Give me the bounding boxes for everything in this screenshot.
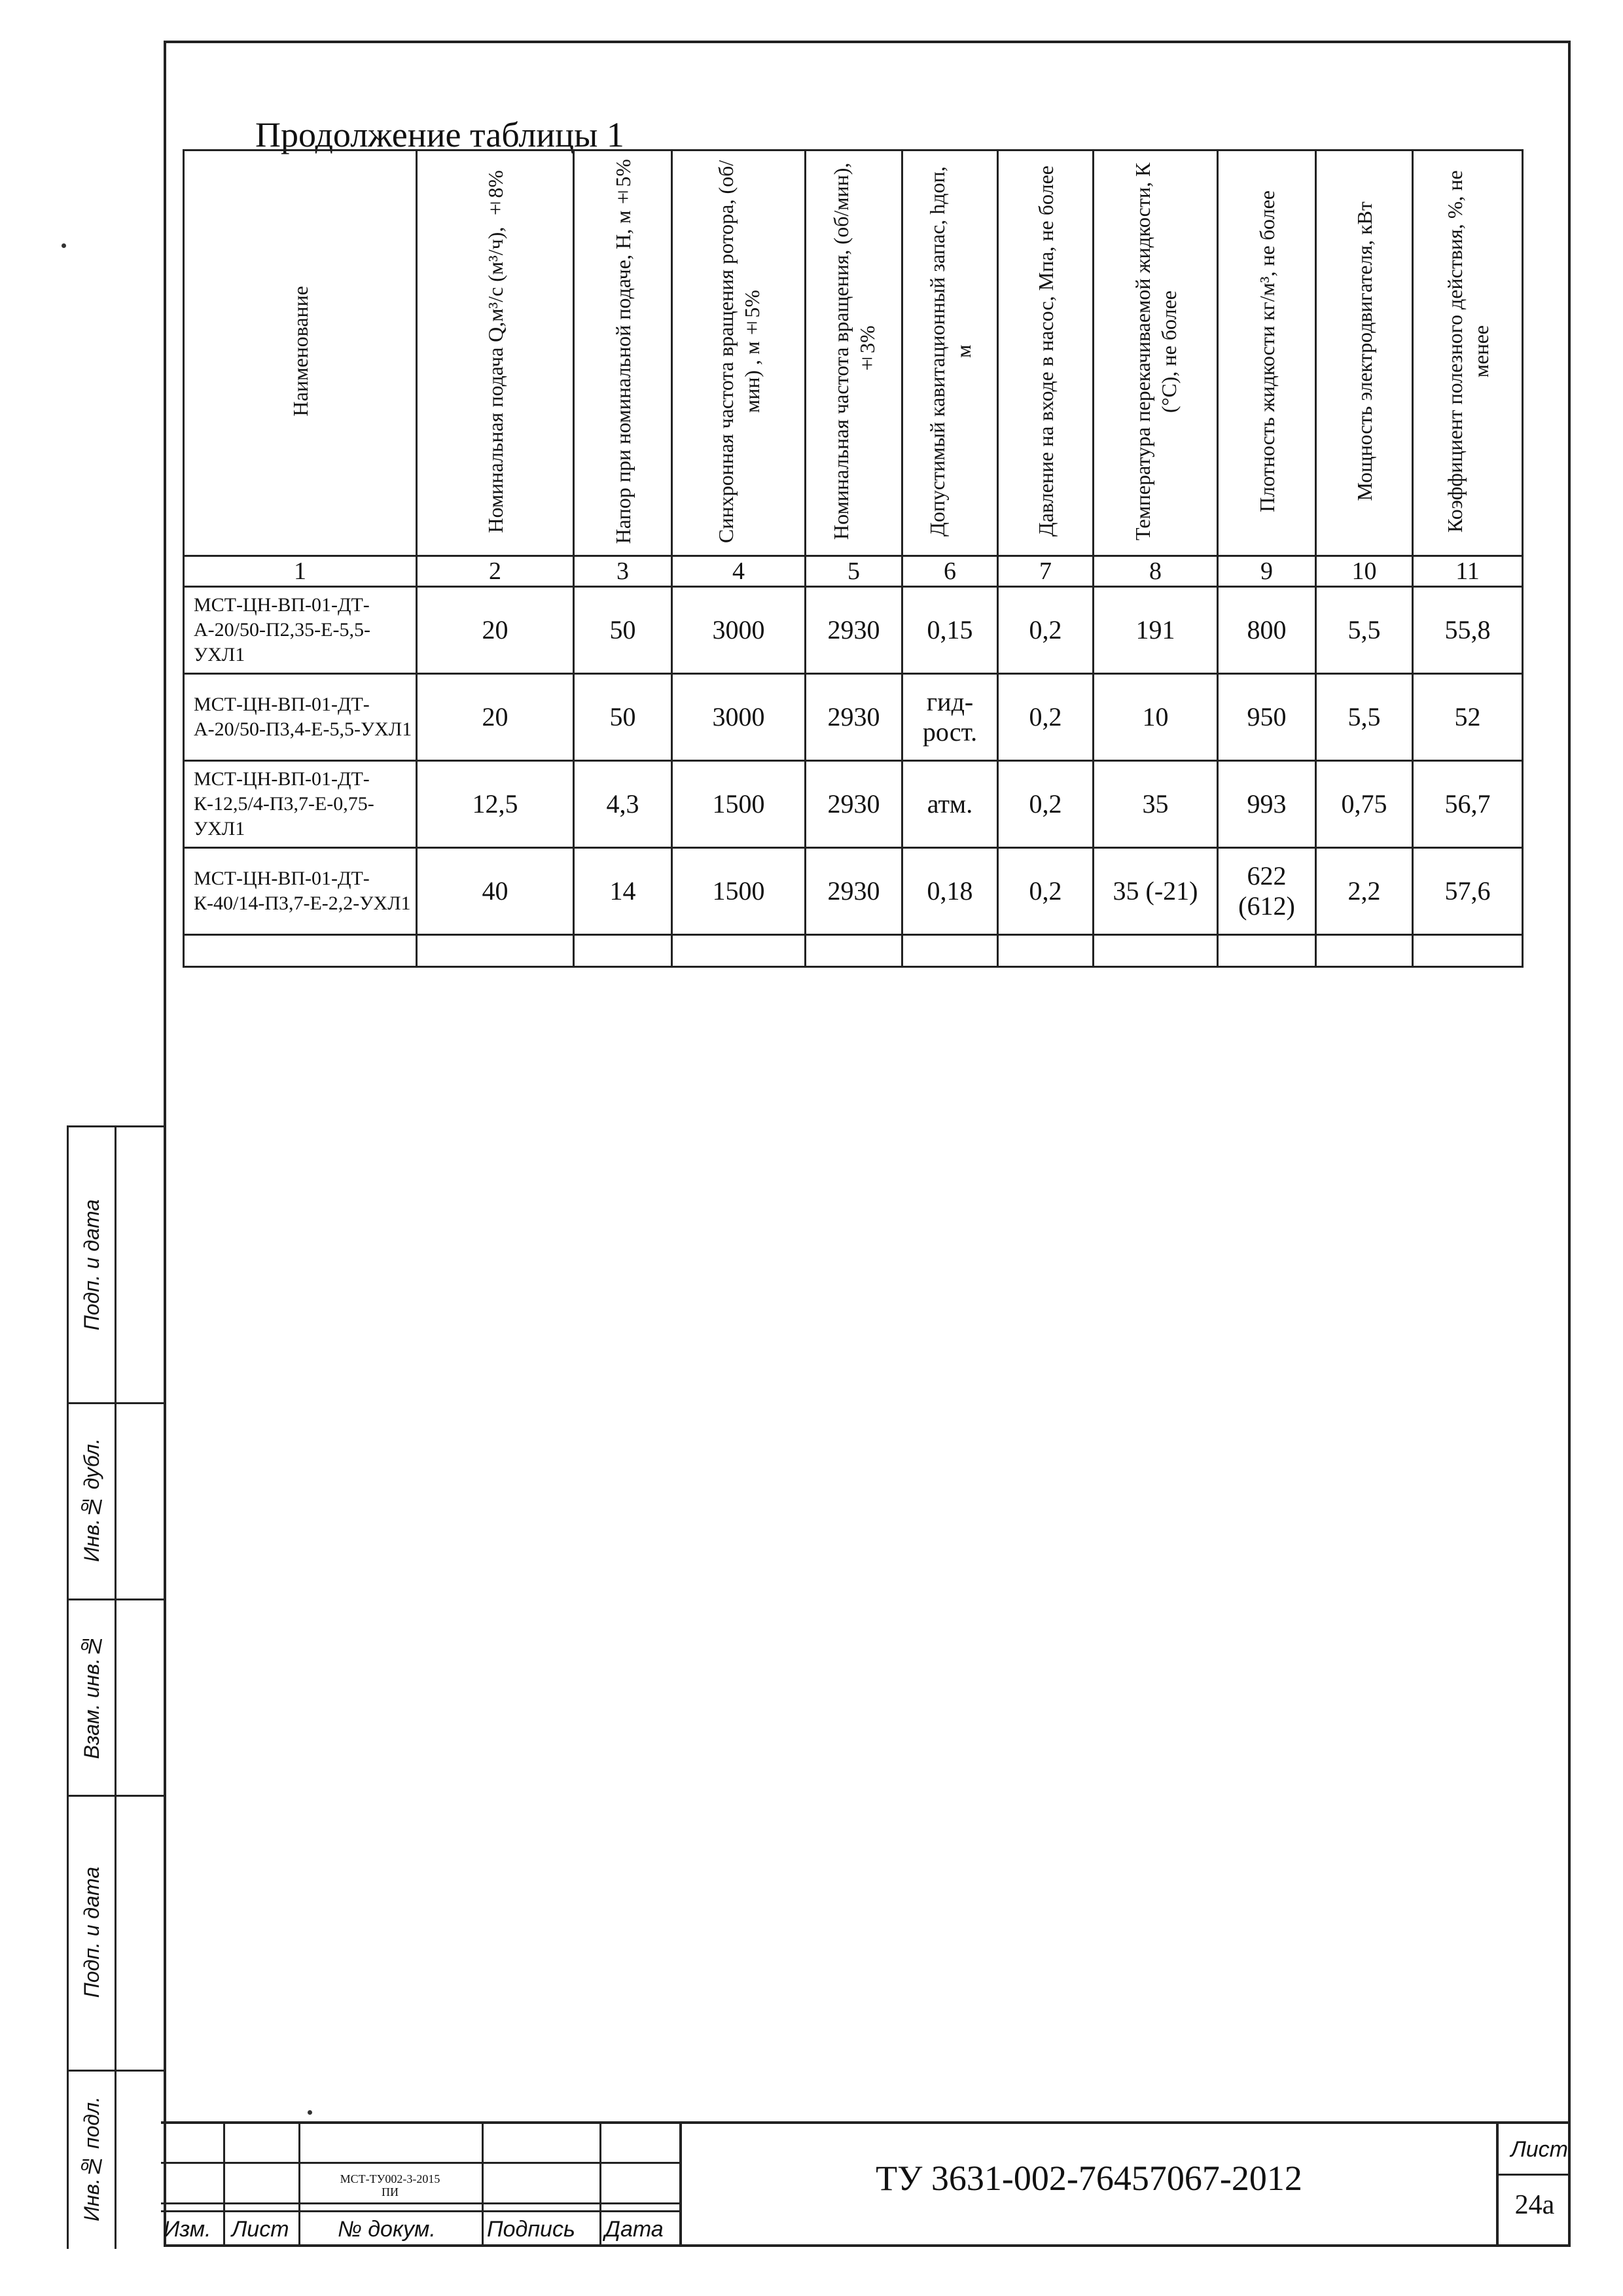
sheet-number: 24а bbox=[1514, 2190, 1555, 2220]
side-field bbox=[69, 1795, 164, 2072]
table-row bbox=[184, 674, 1523, 761]
side-label-original-inv: Инв.№ подл. bbox=[79, 2096, 103, 2222]
label-doc-number: № докум. bbox=[338, 2217, 436, 2242]
header-sync-speed: Синхронная частота вращения ротора, (об/мин) , м±5% bbox=[713, 160, 764, 543]
cell-motor-power: 2,2 bbox=[1316, 848, 1413, 935]
side-field bbox=[69, 1127, 164, 1404]
cell-npsh: 0,18 bbox=[902, 848, 998, 935]
header-temperature: Температура перекачиваемой жидкости, К (°С), не более bbox=[1130, 162, 1181, 540]
header-cell bbox=[806, 150, 902, 556]
cell-flow: 20 bbox=[417, 674, 574, 761]
column-number: 8 bbox=[1094, 556, 1218, 587]
cell-inlet-pressure: 0,2 bbox=[998, 587, 1094, 674]
side-label-signature-date-2: Подп. и дата bbox=[79, 1866, 103, 1998]
label-signature: Подпись bbox=[487, 2217, 575, 2242]
header-cell bbox=[672, 150, 806, 556]
side-label-replacement-inv: Взам. инв.№ bbox=[79, 1634, 103, 1759]
header-cell bbox=[902, 150, 998, 556]
document-designation: ТУ 3631-002-76457067-2012 bbox=[876, 2159, 1302, 2198]
cell-head: 14 bbox=[574, 848, 672, 935]
header-cell bbox=[184, 150, 417, 556]
column-number: 5 bbox=[806, 556, 902, 587]
doc-ref-line-1: МСТ-ТУ002-3-2015 bbox=[340, 2172, 440, 2185]
label-date: Дата bbox=[605, 2217, 664, 2242]
label-change: Изм. bbox=[164, 2217, 211, 2242]
column-number: 1 bbox=[184, 556, 417, 587]
header-flow: Номинальная подача Q,м³/с (м³/ч), ±8% bbox=[483, 169, 507, 533]
cell-flow: 12,5 bbox=[417, 761, 574, 848]
cell-inlet-pressure: 0,2 bbox=[998, 674, 1094, 761]
cell-efficiency: 57,6 bbox=[1413, 848, 1523, 935]
header-cell bbox=[1413, 150, 1523, 556]
header-motor-power: Мощность электродвигателя, кВт bbox=[1352, 202, 1376, 501]
cell-temperature: 191 bbox=[1094, 587, 1218, 674]
cell-motor-power: 5,5 bbox=[1316, 674, 1413, 761]
sheet-label: Лист bbox=[1510, 2137, 1568, 2162]
side-label-signature-date: Подп. и дата bbox=[79, 1199, 103, 1331]
header-efficiency: Коэффициент полезного действия, %, не менее bbox=[1442, 170, 1493, 533]
cell-inlet-pressure: 0,2 bbox=[998, 761, 1094, 848]
header-cell bbox=[574, 150, 672, 556]
pump-name: МСТ-ЦН-ВП-01-ДТ-К-40/14-П3,7-Е-2,2-УХЛ1 bbox=[184, 848, 417, 935]
cell-head: 50 bbox=[574, 674, 672, 761]
column-number: 6 bbox=[902, 556, 998, 587]
cell-head: 4,3 bbox=[574, 761, 672, 848]
header-nominal-speed: Номинальная частота вращения, (об/мин), ±3% bbox=[829, 162, 879, 540]
header-name: Наименование bbox=[288, 286, 312, 417]
column-number-row bbox=[184, 556, 1523, 587]
cell-sync-speed: 3000 bbox=[672, 587, 806, 674]
cell-nominal-speed: 2930 bbox=[806, 674, 902, 761]
column-number: 11 bbox=[1413, 556, 1523, 587]
side-label-duplicate-inv: Инв.№ дубл. bbox=[79, 1438, 103, 1563]
cell-density: 800 bbox=[1218, 587, 1316, 674]
cell-density: 993 bbox=[1218, 761, 1316, 848]
scan-speck bbox=[62, 243, 66, 248]
scan-speck bbox=[308, 2110, 312, 2115]
cell-inlet-pressure: 0,2 bbox=[998, 848, 1094, 935]
table-row bbox=[184, 848, 1523, 935]
cell-nominal-speed: 2930 bbox=[806, 587, 902, 674]
spec-table bbox=[183, 149, 1524, 968]
table-caption: Продолжение таблицы 1 bbox=[255, 115, 624, 154]
pump-name: МСТ-ЦН-ВП-01-ДТ-А-20/50-П3,4-Е-5,5-УХЛ1 bbox=[184, 674, 417, 761]
doc-ref bbox=[325, 2172, 455, 2199]
column-number: 3 bbox=[574, 556, 672, 587]
cell-nominal-speed: 2930 bbox=[806, 848, 902, 935]
header-cell bbox=[417, 150, 574, 556]
header-npsh: Допустимый кавитационный запас, hдоп, м bbox=[925, 166, 975, 537]
pump-name: МСТ-ЦН-ВП-01-ДТ-А-20/50-П2,35-Е-5,5-УХЛ1 bbox=[184, 587, 417, 674]
column-number: 2 bbox=[417, 556, 574, 587]
cell-motor-power: 5,5 bbox=[1316, 587, 1413, 674]
column-number: 7 bbox=[998, 556, 1094, 587]
header-density: Плотность жидкости кг/м³, не более bbox=[1255, 190, 1279, 512]
table-row bbox=[184, 587, 1523, 674]
side-strip bbox=[67, 1125, 164, 2249]
pump-name: МСТ-ЦН-ВП-01-ДТ-К-12,5/4-П3,7-Е-0,75-УХЛ1 bbox=[184, 761, 417, 848]
side-field bbox=[69, 1402, 164, 1600]
cell-sync-speed: 1500 bbox=[672, 761, 806, 848]
cell-temperature: 35 bbox=[1094, 761, 1218, 848]
header-head: Напор при номинальной подаче, Н, м±5% bbox=[611, 158, 635, 544]
header-inlet-pressure: Давление на входе в насос, Мпа, не более bbox=[1033, 166, 1058, 537]
header-cell bbox=[1094, 150, 1218, 556]
cell-efficiency: 56,7 bbox=[1413, 761, 1523, 848]
cell-head: 50 bbox=[574, 587, 672, 674]
header-row bbox=[184, 150, 1523, 556]
header-cell bbox=[998, 150, 1094, 556]
table-row-empty bbox=[184, 935, 1523, 967]
label-sheet: Лист bbox=[232, 2217, 289, 2242]
cell-temperature: 35 (-21) bbox=[1094, 848, 1218, 935]
cell-motor-power: 0,75 bbox=[1316, 761, 1413, 848]
cell-sync-speed: 3000 bbox=[672, 674, 806, 761]
cell-efficiency: 55,8 bbox=[1413, 587, 1523, 674]
cell-sync-speed: 1500 bbox=[672, 848, 806, 935]
column-number: 4 bbox=[672, 556, 806, 587]
cell-flow: 20 bbox=[417, 587, 574, 674]
cell-npsh: 0,15 bbox=[902, 587, 998, 674]
cell-npsh: гид-рост. bbox=[902, 674, 998, 761]
side-field bbox=[69, 2070, 164, 2249]
cell-nominal-speed: 2930 bbox=[806, 761, 902, 848]
cell-density: 950 bbox=[1218, 674, 1316, 761]
cell-flow: 40 bbox=[417, 848, 574, 935]
header-cell bbox=[1316, 150, 1413, 556]
column-number: 10 bbox=[1316, 556, 1413, 587]
cell-temperature: 10 bbox=[1094, 674, 1218, 761]
cell-npsh: атм. bbox=[902, 761, 998, 848]
doc-ref-line-2: ПИ bbox=[382, 2185, 399, 2199]
cell-efficiency: 52 bbox=[1413, 674, 1523, 761]
cell-density: 622 (612) bbox=[1218, 848, 1316, 935]
header-cell bbox=[1218, 150, 1316, 556]
table-row bbox=[184, 761, 1523, 848]
side-field bbox=[69, 1598, 164, 1797]
title-block bbox=[161, 2121, 1571, 2247]
column-number: 9 bbox=[1218, 556, 1316, 587]
